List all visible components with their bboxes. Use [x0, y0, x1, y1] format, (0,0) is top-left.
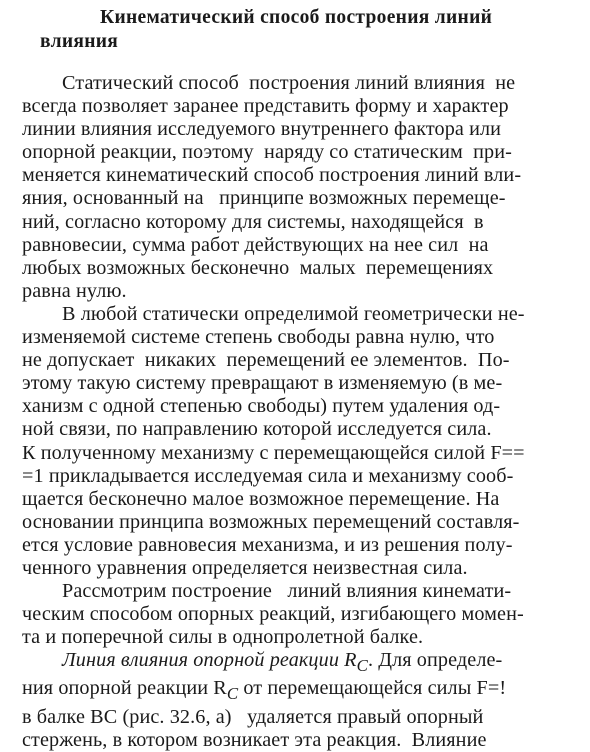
text-line: ченного уравнения определяется неизвестная сила.: [22, 556, 468, 579]
text-line: яния, основанный на принципе возможных перемеще-: [22, 187, 506, 210]
text-line: ется условие равновесия механизма, и из решения полу-: [22, 533, 513, 556]
text-line: стержень, в котором возникает эта реакция. Влияние: [22, 728, 487, 751]
text-line: ний, согласно которому для системы, находящейся в: [22, 210, 484, 233]
text-line: =1 прикладывается исследуемая сила и механизму сооб-: [22, 464, 514, 487]
text-line: В любой статически определимой геометрически не-: [62, 302, 525, 325]
text-line: этому такую систему превращают в изменяемую (в ме-: [22, 372, 503, 395]
paragraph-4: [22, 649, 568, 751]
text-tail: от перемещающейся силы F=!: [238, 677, 507, 700]
subscript: C: [226, 684, 239, 704]
text-line: в балке ВС (рис. 32.6, а) удаляется правый опорный: [22, 705, 484, 728]
subscript: C: [356, 656, 368, 676]
italic-lead: Линия влияния опорной реакции R: [62, 649, 357, 672]
text-line: опорной реакции, поэтому наряду со статическим при-: [22, 141, 512, 164]
text-line: ной связи, по направлению которой исследуется сила.: [22, 418, 492, 441]
text-line: равна нулю.: [22, 279, 127, 302]
text-line: щается бесконечно малое возможное перемещение. На: [22, 487, 500, 510]
text-line: основании принципа возможных перемещений составля-: [22, 510, 520, 533]
text-line: Рассмотрим построение линий влияния кинемати-: [62, 580, 512, 603]
text-line: К полученному механизму с перемещающейся силой F==: [22, 441, 525, 464]
text-line: равновесии, сумма работ действующих на нее сил на: [22, 233, 489, 256]
text-line: [22, 677, 568, 705]
text-line: та и поперечной силы в однопролетной балке.: [22, 626, 424, 649]
text-line: всегда позволяет заранее представить форму и характер: [22, 95, 509, 118]
text-tail: . Для определе-: [367, 649, 503, 672]
text-line: ческим способом опорных реакций, изгибающего момен-: [22, 603, 524, 626]
text-line: [22, 649, 568, 677]
text-line: не допускает никаких перемещений ее элементов. По-: [22, 349, 510, 372]
text-line: любых возможных бесконечно малых перемещениях: [22, 256, 494, 279]
heading-line-2: влияния: [40, 31, 119, 52]
text-head: ния опорной реакции R: [22, 677, 227, 700]
text-line: ханизм с одной степенью свободы) путем удаления од-: [22, 395, 501, 418]
text-line: Статический способ построения линий влияния не: [62, 72, 516, 94]
text-line: линии влияния исследуемого внутреннего фактора или: [22, 118, 502, 141]
text-line: изменяемой системе степень свободы равна нулю, что: [22, 326, 495, 349]
heading-line-1: Кинематический способ построения линий: [100, 7, 493, 28]
paragraph-2: [22, 303, 568, 580]
paragraph-1: [22, 72, 568, 303]
text-line: меняется кинематический способ построения линий вли-: [22, 164, 522, 187]
paragraph-3: [22, 580, 568, 649]
section-heading: [22, 6, 568, 54]
